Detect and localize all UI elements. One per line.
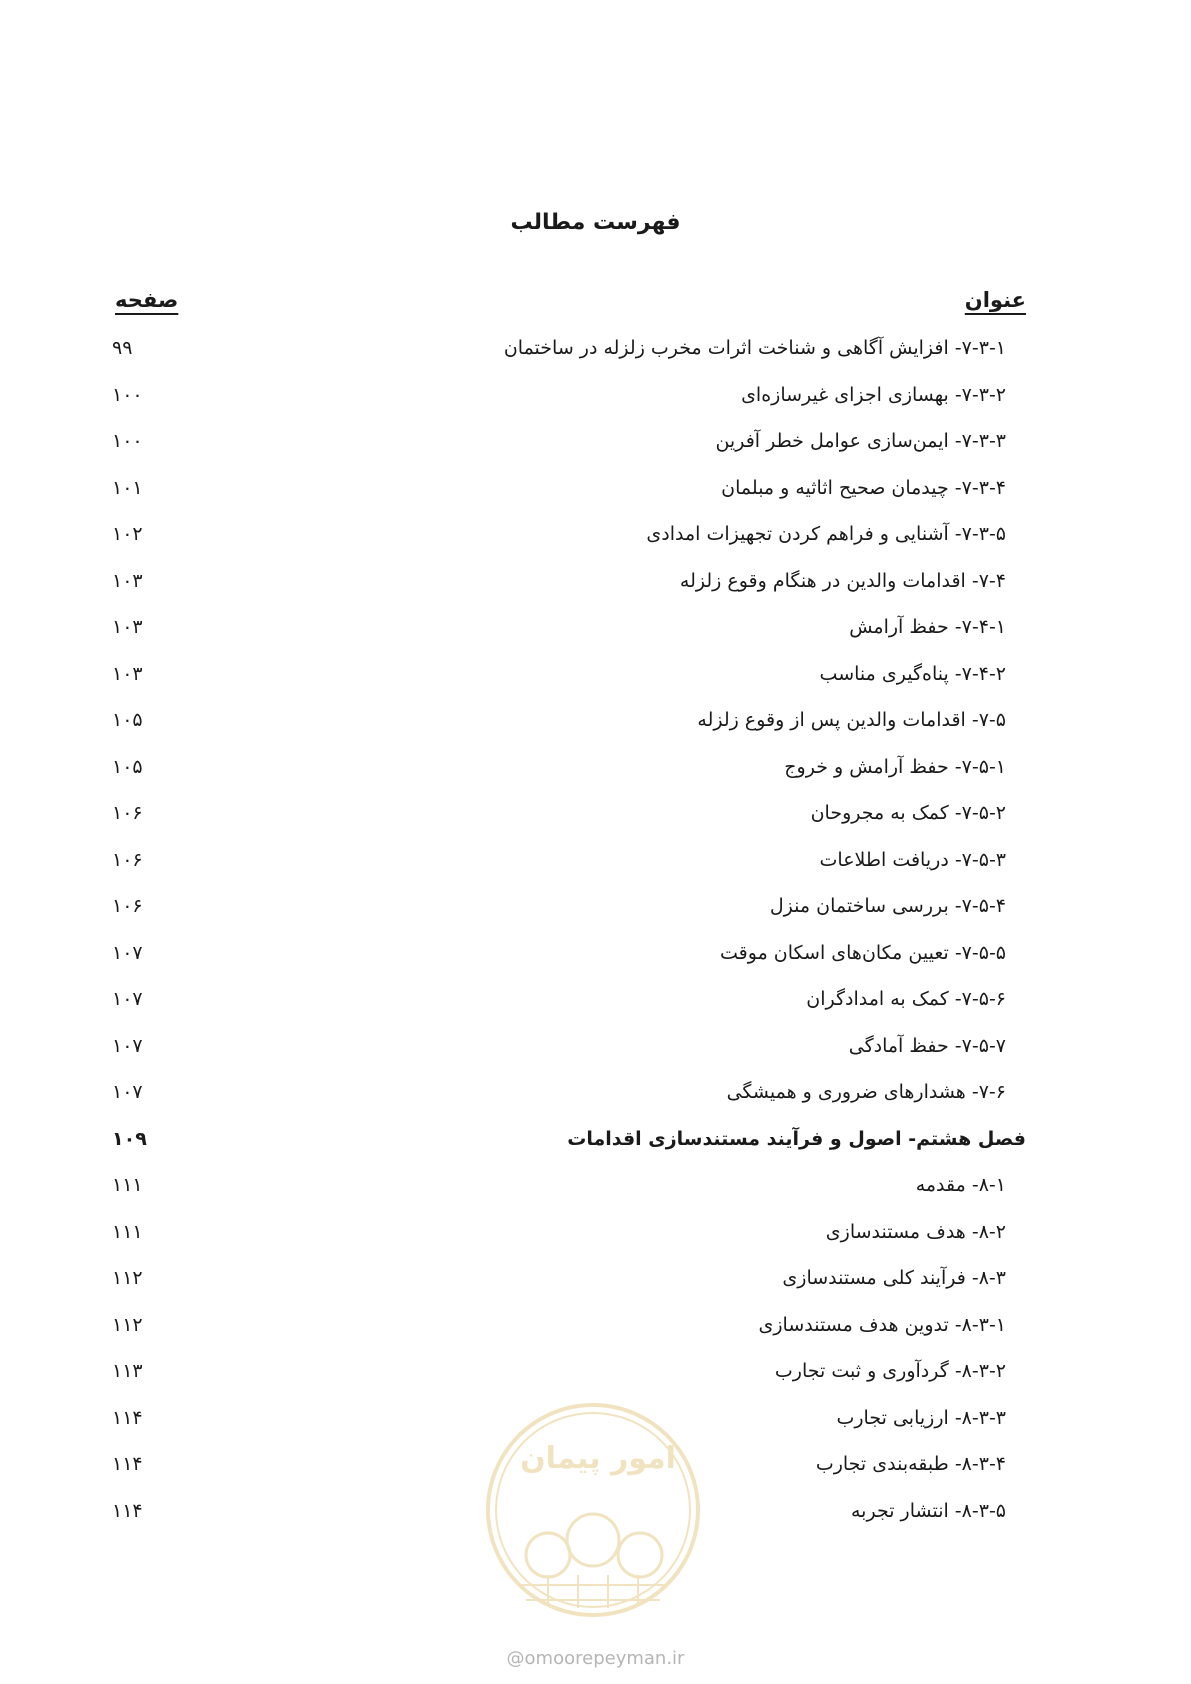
toc-entry-page: ۱۰۷ xyxy=(112,941,143,964)
toc-entry-page: ۱۰۶ xyxy=(112,848,143,871)
toc-entry xyxy=(0,609,1191,645)
toc-entry-page: ۱۰۵ xyxy=(112,709,143,731)
toc-entry xyxy=(0,702,1191,738)
toc-entry-page: ۱۰۵ xyxy=(112,755,143,778)
toc-entry-title: ۷-۵-۳- دریافت اطلاعات xyxy=(819,848,1006,871)
toc-entry-page: ۱۰۰ xyxy=(112,430,143,452)
toc-entry-page: ۱۰۳ xyxy=(112,662,143,685)
toc-entry-title: ۸-۳-۱- تدوین هدف مستندسازی xyxy=(758,1313,1006,1336)
toc-entry xyxy=(0,1074,1191,1110)
toc-entry-title: ۸-۱- مقدمه xyxy=(915,1174,1006,1196)
toc-entry-page: ۱۱۳ xyxy=(112,1360,143,1382)
toc-entry-title: ۷-۴-۱- حفظ آرامش xyxy=(849,616,1006,638)
toc-entry xyxy=(0,1260,1191,1296)
toc-entry-title: ۸-۳-۴- طبقه‌بندی تجارب xyxy=(815,1453,1006,1475)
toc-entry xyxy=(0,1028,1191,1064)
toc-entry xyxy=(0,935,1191,971)
toc-entry xyxy=(0,377,1191,413)
toc-entry xyxy=(0,842,1191,878)
watermark-seal xyxy=(478,1390,708,1630)
toc-entry-title: ۸-۳-۳- ارزیابی تجارب xyxy=(836,1406,1006,1429)
site-watermark: @omoorepeyman.ir xyxy=(506,1648,685,1669)
toc-entry-title: ۸-۳-۲- گردآوری و ثبت تجارب xyxy=(774,1360,1006,1382)
toc-entry-title: ۷-۳-۴- چیدمان صحیح اثاثیه و مبلمان xyxy=(721,476,1006,499)
toc-entry-page: ۱۰۷ xyxy=(112,1081,143,1103)
toc-entry-title: ۷-۵-۱- حفظ آرامش و خروج xyxy=(784,755,1006,778)
toc-entry-page: ۱۱۱ xyxy=(112,1220,143,1243)
toc-entry xyxy=(0,516,1191,552)
toc-entry-title: ۷-۳-۲- بهسازی اجزای غیرسازه‌ای xyxy=(741,383,1006,406)
toc-entry-title: ۷-۵-۴- بررسی ساختمان منزل xyxy=(769,895,1006,917)
toc-entry-page: ۱۱۴ xyxy=(112,1406,143,1429)
watermark-text: امور پیمان xyxy=(520,1441,676,1476)
toc-entry-page: ۱۰۶ xyxy=(112,895,143,917)
toc-entry-page: ۱۰۹ xyxy=(112,1127,147,1150)
toc-entry-title: ۷-۳-۳- ایمن‌سازی عوامل خطر آفرین xyxy=(715,430,1006,452)
toc-entry xyxy=(0,1307,1191,1343)
toc-entry xyxy=(0,1353,1191,1389)
toc-entry xyxy=(0,1121,1191,1157)
toc-entry-page: ۱۰۲ xyxy=(112,523,143,545)
toc-entry-page: ۱۰۷ xyxy=(112,1034,143,1057)
page-title: فهرست مطالب xyxy=(510,210,681,235)
toc-entry xyxy=(0,749,1191,785)
toc-entry xyxy=(0,423,1191,459)
toc-entry-title: ۸-۳- فرآیند کلی مستندسازی xyxy=(782,1267,1006,1289)
toc-entry xyxy=(0,888,1191,924)
toc-entry xyxy=(0,1167,1191,1203)
toc-entry-page: ۱۰۳ xyxy=(112,569,143,592)
toc-entry-page: ۱۱۴ xyxy=(112,1453,143,1475)
toc-entry-title: ۸-۳-۵- انتشار تجربه xyxy=(851,1499,1006,1522)
toc-entry-page: ۹۹ xyxy=(112,337,133,359)
toc-entry-title: فصل هشتم- اصول و فرآیند مستندسازی اقدامات xyxy=(567,1127,1026,1150)
toc-entry-page: ۱۰۳ xyxy=(112,616,143,638)
toc-entry-title: ۷-۵-۲- کمک به مجروحان xyxy=(810,802,1006,824)
toc-entry-title: ۷-۵-۶- کمک به امدادگران xyxy=(806,988,1006,1010)
toc-entry xyxy=(0,470,1191,506)
toc-entry xyxy=(0,981,1191,1017)
toc-entry xyxy=(0,1214,1191,1250)
toc-entry-title: ۷-۶- هشدارهای ضروری و همیشگی xyxy=(726,1081,1006,1103)
toc-entry-title: ۸-۲- هدف مستندسازی xyxy=(825,1220,1006,1243)
toc-entry-page: ۱۱۲ xyxy=(112,1267,143,1289)
toc-entry-title: ۷-۴- اقدامات والدین در هنگام وقوع زلزله xyxy=(679,569,1006,592)
toc-entry-title: ۷-۵-۷- حفظ آمادگی xyxy=(848,1034,1006,1057)
toc-entry xyxy=(0,330,1191,366)
toc-entry-page: ۱۱۴ xyxy=(112,1499,143,1522)
column-header-page: صفحه xyxy=(115,288,179,312)
toc-entry-title: ۷-۳-۱- افزایش آگاهی و شناخت اثرات مخرب زلزله در ساختمان xyxy=(503,337,1006,359)
toc-entry-page: ۱۱۱ xyxy=(112,1174,143,1196)
toc-entry-page: ۱۰۱ xyxy=(112,476,143,499)
toc-entry-page: ۱۱۲ xyxy=(112,1313,143,1336)
toc-entry-title: ۷-۵- اقدامات والدین پس از وقوع زلزله xyxy=(697,709,1006,731)
column-header-title: عنوان xyxy=(964,288,1026,312)
toc-entry-page: ۱۰۰ xyxy=(112,383,143,406)
toc-entry-title: ۷-۵-۵- تعیین مکان‌های اسکان موقت xyxy=(720,941,1006,964)
toc-entry xyxy=(0,656,1191,692)
toc-entry-page: ۱۰۶ xyxy=(112,802,143,824)
toc-entry xyxy=(0,795,1191,831)
toc-entry-title: ۷-۳-۵- آشنایی و فراهم کردن تجهیزات امدادی xyxy=(646,523,1006,545)
toc-entry xyxy=(0,563,1191,599)
toc-entry-title: ۷-۴-۲- پناه‌گیری مناسب xyxy=(819,662,1006,685)
toc-entry-page: ۱۰۷ xyxy=(112,988,143,1010)
